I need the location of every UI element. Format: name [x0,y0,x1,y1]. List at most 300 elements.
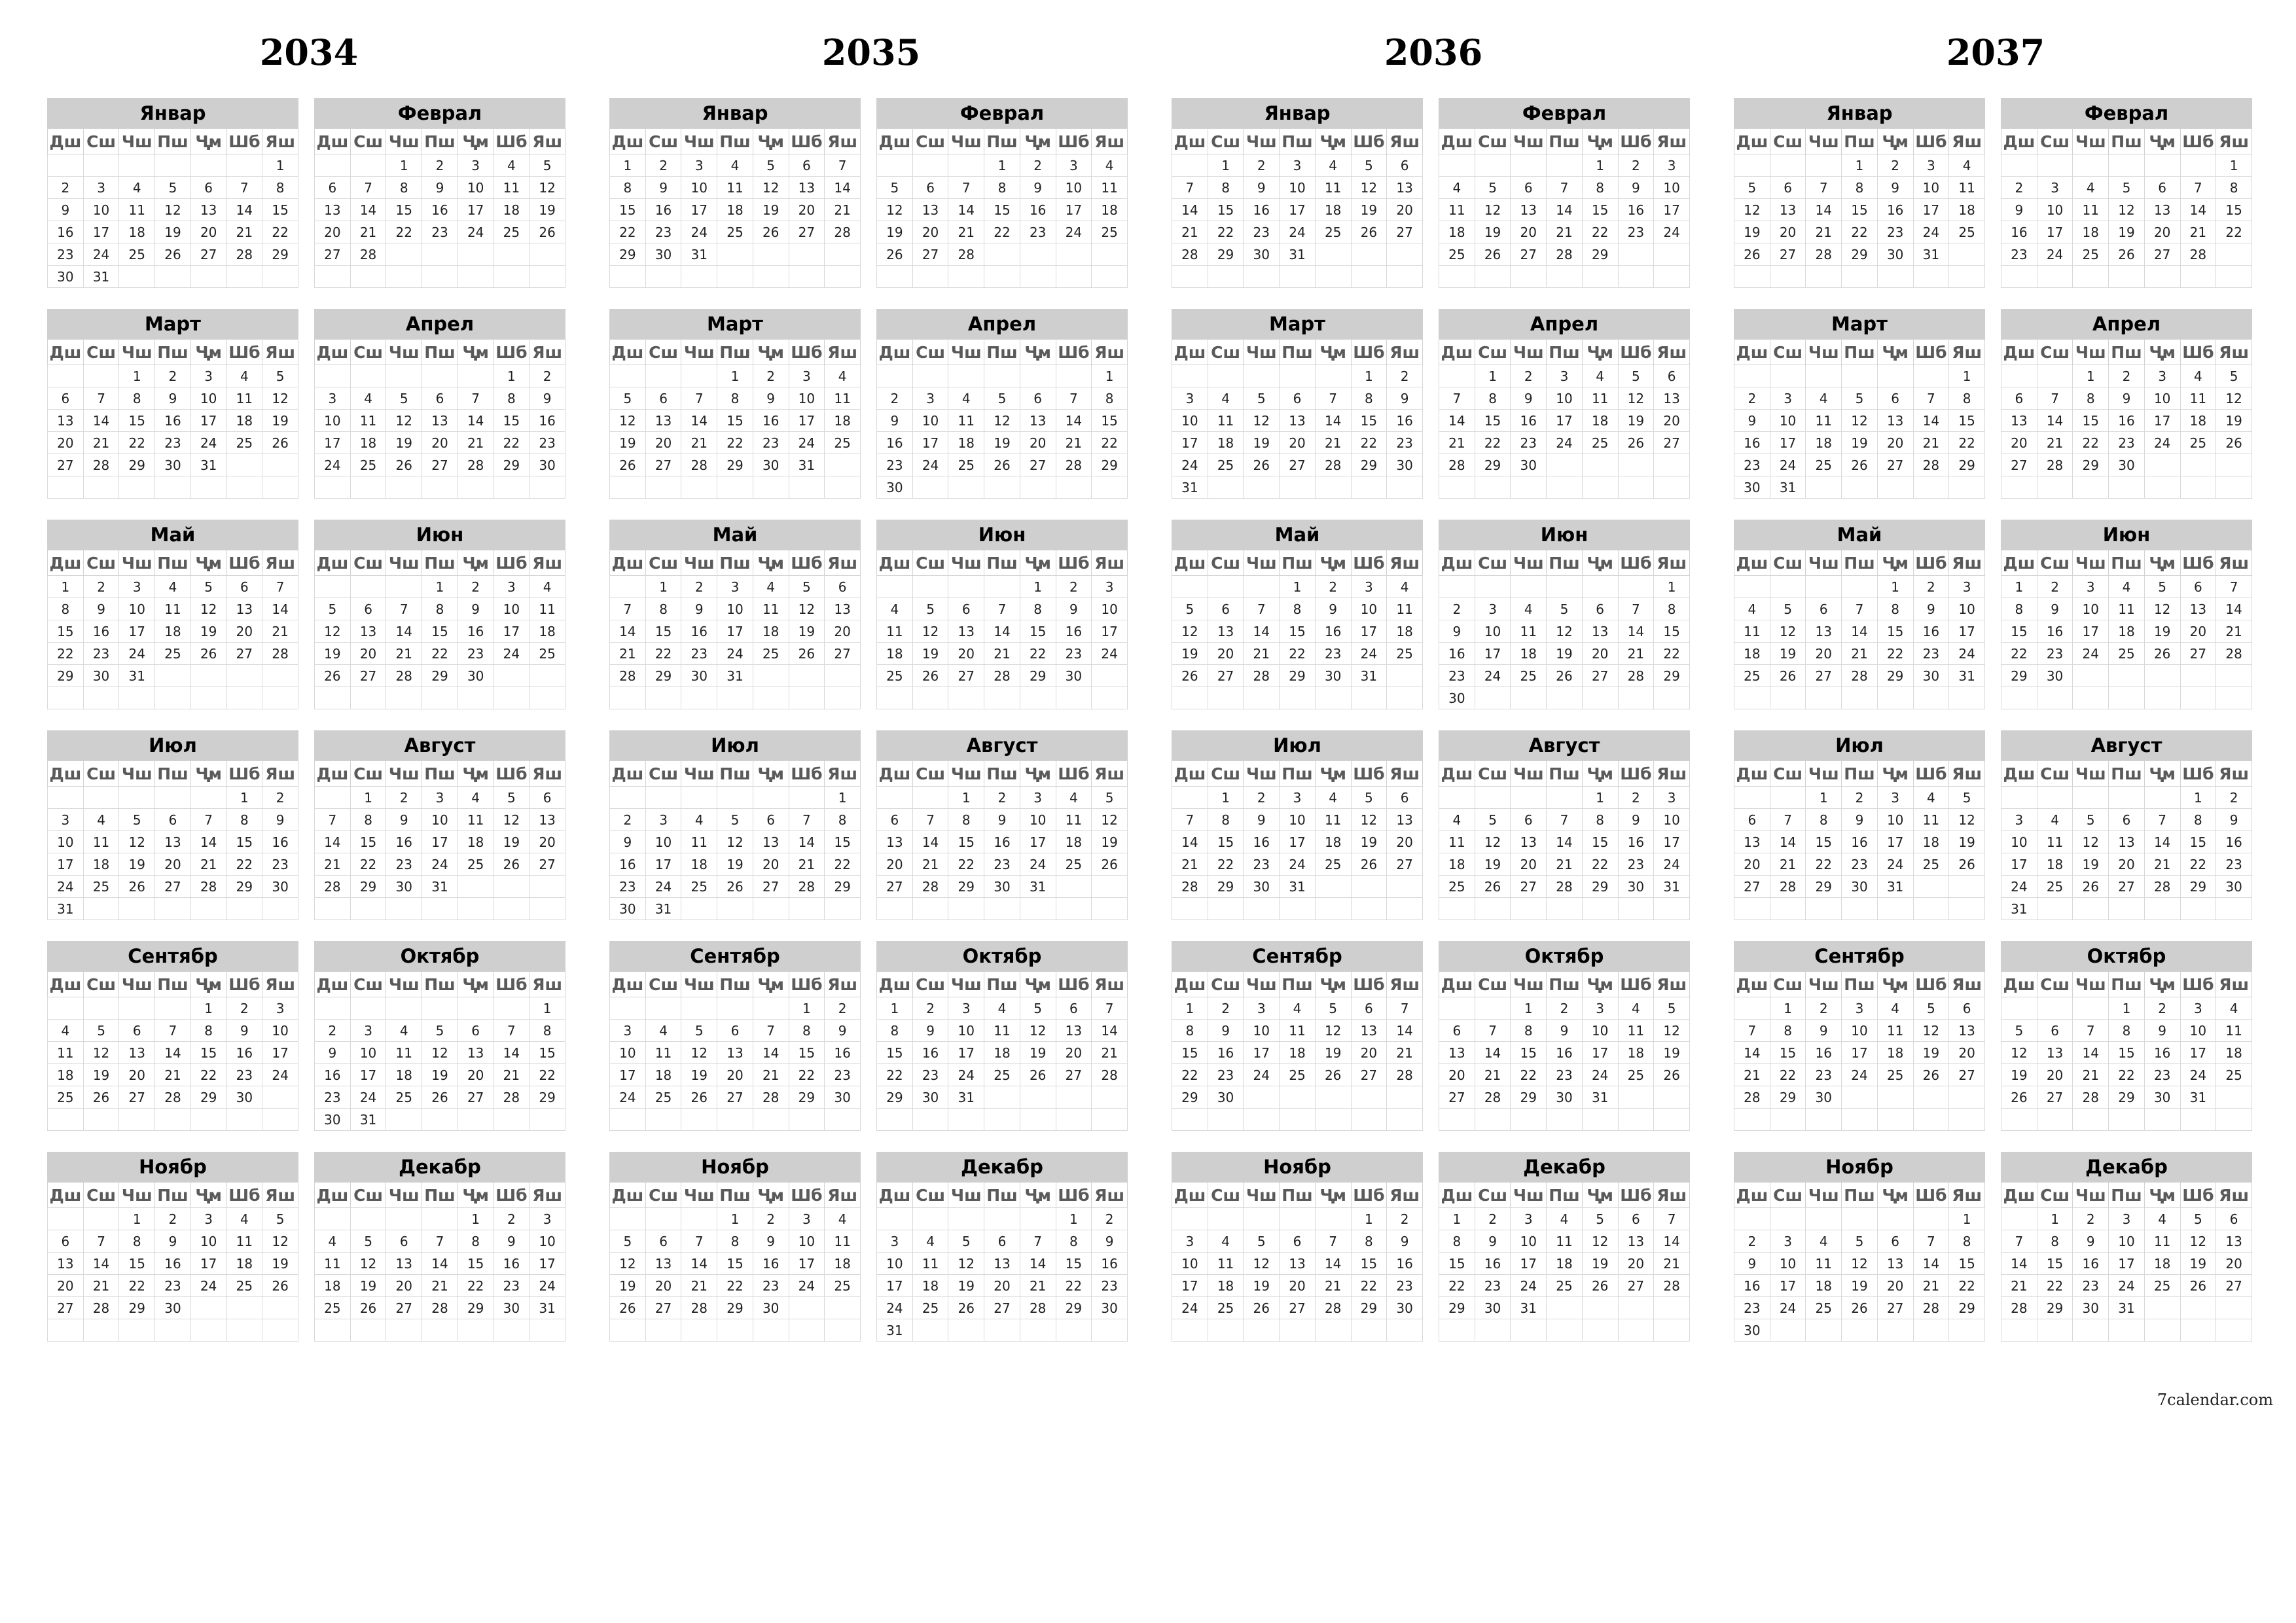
weekday-label: Чш [948,1183,984,1208]
week-row [1439,1042,1690,1064]
day-cell: 14 [262,598,298,620]
day-cell: 23 [1244,853,1280,876]
weekday-label: Сш [350,340,386,365]
day-cell: 5 [262,1208,298,1230]
day-cell: 14 [1913,410,1949,432]
week-row [48,853,298,876]
day-cell: 8 [1806,809,1842,831]
day-cell: 9 [2001,199,2037,221]
day-cell: 25 [1280,1064,1316,1086]
day-cell [1877,1086,1913,1109]
day-cell: 8 [350,809,386,831]
day-cell: 29 [226,876,262,898]
day-cell: 7 [83,387,119,410]
day-cell [1913,687,1949,709]
day-cell [1913,1086,1949,1109]
day-cell: 21 [1618,643,1654,665]
day-cell: 1 [877,997,913,1020]
month-grid [876,128,1128,288]
day-cell: 9 [2216,809,2252,831]
day-cell: 29 [1280,665,1316,687]
day-cell: 13 [912,199,948,221]
day-cell: 11 [1208,410,1244,432]
day-cell [315,1319,351,1342]
day-cell: 26 [2216,432,2252,454]
day-cell: 16 [1315,620,1351,643]
day-cell: 25 [83,876,119,898]
day-cell: 28 [1387,1064,1423,1086]
day-cell: 25 [1547,1275,1583,1297]
site-footer[interactable]: 7calendar.com [2157,1391,2273,1409]
day-cell: 11 [2109,598,2145,620]
weekday-label: Шб [1351,761,1387,787]
day-cell: 25 [1582,432,1618,454]
day-cell: 3 [789,1208,825,1230]
day-cell [2216,476,2252,499]
weekday-label: Чш [119,1183,155,1208]
day-cell [1315,876,1351,898]
week-row [315,876,565,898]
day-cell [226,154,262,177]
day-cell: 4 [1511,598,1547,620]
month-grid [609,550,861,709]
week-row [877,665,1128,687]
day-cell [2144,1297,2180,1319]
day-cell: 20 [190,221,226,243]
day-cell [1020,1086,1056,1109]
week-row [610,576,861,598]
day-cell [1315,1109,1351,1131]
day-cell [83,154,119,177]
day-cell: 27 [2180,643,2216,665]
day-cell [2144,687,2180,709]
day-cell: 10 [83,199,119,221]
day-cell: 9 [610,831,646,853]
day-cell: 21 [1315,1275,1351,1297]
weekday-label: Чш [1244,129,1280,154]
day-cell [1806,266,1842,288]
day-cell: 21 [1056,432,1092,454]
day-cell: 20 [912,221,948,243]
weekday-label: Ҷм [457,972,493,997]
day-cell: 5 [422,1020,458,1042]
day-cell: 13 [457,1042,493,1064]
day-cell: 14 [948,199,984,221]
month-name: Ноябр [47,1152,298,1182]
weekday-label: Дш [1734,550,1770,576]
day-cell: 29 [610,243,646,266]
day-cell: 16 [1618,199,1654,221]
day-cell: 14 [1618,620,1654,643]
day-cell: 9 [457,598,493,620]
day-cell: 4 [1280,997,1316,1020]
week-row [48,598,298,620]
day-cell [948,154,984,177]
weekday-label: Сш [1208,550,1244,576]
day-cell: 7 [1172,177,1208,199]
day-cell: 9 [1208,1020,1244,1042]
day-cell: 29 [1351,454,1387,476]
day-cell: 5 [1092,787,1128,809]
weekday-label: Пш [717,761,753,787]
day-cell: 15 [1351,1253,1387,1275]
day-cell [350,997,386,1020]
day-cell: 2 [155,1208,191,1230]
month-grid [1734,128,1985,288]
day-cell [2144,665,2180,687]
day-cell: 29 [1475,454,1511,476]
day-cell: 5 [1244,387,1280,410]
day-cell: 30 [825,1086,861,1109]
day-cell: 13 [984,1253,1020,1275]
week-row [877,1020,1128,1042]
day-cell: 18 [493,199,529,221]
day-cell: 21 [386,643,422,665]
weekday-label: Чш [1244,972,1280,997]
week-row [1439,1086,1690,1109]
weekday-label: Пш [422,129,458,154]
day-cell [1387,665,1423,687]
day-cell: 20 [1056,1042,1092,1064]
weekday-label: Сш [83,761,119,787]
day-cell: 15 [1172,1042,1208,1064]
day-cell [1351,476,1387,499]
day-cell: 17 [681,199,717,221]
day-cell [1315,1319,1351,1342]
month-grid [47,760,298,920]
day-cell: 23 [2216,853,2252,876]
week-row [1439,1230,1690,1253]
day-cell [1770,154,1806,177]
day-cell: 13 [190,199,226,221]
day-cell [1439,154,1475,177]
day-cell: 30 [1734,1319,1770,1342]
week-row [2001,410,2252,432]
day-cell: 11 [1315,809,1351,831]
day-cell [1654,476,1690,499]
weekday-label: Чш [1806,340,1842,365]
weekday-label: Чш [1511,761,1547,787]
day-cell: 10 [2144,387,2180,410]
day-cell: 3 [1244,997,1280,1020]
day-cell: 2 [1475,1208,1511,1230]
day-cell: 24 [1280,853,1316,876]
week-row [1439,266,1690,288]
day-cell: 2 [48,177,84,199]
day-cell: 27 [1949,1064,1985,1086]
month-grid [47,971,298,1131]
day-cell: 19 [155,221,191,243]
day-cell: 29 [48,665,84,687]
day-cell: 10 [610,1042,646,1064]
day-cell: 8 [717,387,753,410]
day-cell: 31 [877,1319,913,1342]
day-cell [83,1319,119,1342]
week-row [2001,898,2252,920]
month-block [314,730,565,920]
day-cell: 30 [2073,1297,2109,1319]
day-cell: 24 [610,1086,646,1109]
day-cell: 2 [155,365,191,387]
day-cell: 12 [1618,387,1654,410]
day-cell: 24 [645,876,681,898]
day-cell [1913,1319,1949,1342]
day-cell: 9 [315,1042,351,1064]
day-cell [2144,898,2180,920]
day-cell: 3 [1020,787,1056,809]
day-cell: 30 [457,665,493,687]
month-block [1439,730,1690,920]
week-row [610,1086,861,1109]
day-cell [83,997,119,1020]
day-cell [1208,1109,1244,1131]
day-cell: 20 [789,199,825,221]
weekday-label: Сш [645,340,681,365]
month-name: Январ [1172,98,1423,128]
day-cell: 13 [48,410,84,432]
day-cell: 8 [190,1020,226,1042]
day-cell [2180,454,2216,476]
day-cell: 21 [2180,221,2216,243]
week-row [2001,1275,2252,1297]
day-cell: 5 [386,387,422,410]
week-row [48,154,298,177]
day-cell [2144,1109,2180,1131]
day-cell [226,898,262,920]
weekday-label: Пш [1280,340,1316,365]
week-row [610,177,861,199]
day-cell: 14 [610,620,646,643]
weekday-row [1734,129,1985,154]
day-cell [1351,1109,1387,1131]
week-row [315,1042,565,1064]
day-cell [226,687,262,709]
day-cell: 3 [315,387,351,410]
day-cell [1208,1319,1244,1342]
day-cell [1618,898,1654,920]
day-cell [1618,243,1654,266]
day-cell: 3 [717,576,753,598]
day-cell: 14 [1244,620,1280,643]
day-cell: 3 [1949,576,1985,598]
week-row [877,831,1128,853]
weekday-label: Сш [1770,972,1806,997]
day-cell: 11 [1056,809,1092,831]
day-cell: 31 [2180,1086,2216,1109]
day-cell [493,687,529,709]
day-cell [2144,454,2180,476]
day-cell: 27 [789,221,825,243]
day-cell: 16 [1387,410,1423,432]
day-cell: 13 [825,598,861,620]
day-cell [1877,1109,1913,1131]
day-cell: 7 [1547,177,1583,199]
day-cell: 4 [226,365,262,387]
weekday-label: Ҷм [1582,129,1618,154]
day-cell: 2 [1439,598,1475,620]
day-cell: 6 [457,1020,493,1042]
day-cell [386,1208,422,1230]
day-cell: 23 [2037,643,2073,665]
day-cell: 22 [1351,432,1387,454]
day-cell [422,687,458,709]
weekday-label: Шб [789,550,825,576]
day-cell: 18 [1582,410,1618,432]
day-cell: 4 [119,177,155,199]
day-cell: 30 [984,876,1020,898]
day-cell [912,266,948,288]
day-cell: 14 [2073,1042,2109,1064]
day-cell: 6 [1208,598,1244,620]
day-cell [190,154,226,177]
day-cell: 21 [1547,853,1583,876]
day-cell: 30 [1806,1086,1842,1109]
day-cell: 21 [1172,221,1208,243]
day-cell: 6 [1387,154,1423,177]
weekday-label: Пш [1280,972,1316,997]
day-cell [1475,1319,1511,1342]
day-cell: 28 [262,643,298,665]
weekday-label: Дш [877,1183,913,1208]
day-cell: 25 [1806,454,1842,476]
day-cell: 24 [48,876,84,898]
day-cell: 8 [984,177,1020,199]
weekday-label: Сш [912,1183,948,1208]
month-grid [47,550,298,709]
week-row [610,643,861,665]
week-row [48,1297,298,1319]
day-cell: 18 [984,1042,1020,1064]
day-cell [1511,154,1547,177]
day-cell: 15 [262,199,298,221]
day-cell: 1 [1020,576,1056,598]
day-cell: 16 [386,831,422,853]
month-block [314,98,565,288]
weekday-label: Сш [350,972,386,997]
day-cell: 16 [1913,620,1949,643]
weekday-label: Сш [1770,129,1806,154]
day-cell: 16 [1618,831,1654,853]
day-cell: 1 [2216,154,2252,177]
week-row [877,1230,1128,1253]
weekday-label: Чш [1511,1183,1547,1208]
day-cell: 9 [1475,1230,1511,1253]
day-cell: 25 [1208,1297,1244,1319]
day-cell: 19 [83,1064,119,1086]
day-cell: 22 [645,643,681,665]
week-row [1172,1086,1423,1109]
day-cell [912,1109,948,1131]
weekday-row [1172,972,1423,997]
day-cell: 23 [1734,1297,1770,1319]
day-cell [315,687,351,709]
week-row [877,365,1128,387]
day-cell: 15 [645,620,681,643]
weekday-label: Ҷм [190,972,226,997]
month-name: Июн [876,520,1128,550]
day-cell: 31 [1877,876,1913,898]
day-cell: 18 [1208,432,1244,454]
day-cell [1172,266,1208,288]
day-cell: 24 [1877,853,1913,876]
day-cell: 28 [1092,1064,1128,1086]
weekday-row [1439,972,1690,997]
day-cell: 3 [1511,1208,1547,1230]
weekday-label: Сш [2037,761,2073,787]
weekday-label: Яш [825,761,861,787]
day-cell: 26 [2144,643,2180,665]
day-cell: 1 [1949,365,1985,387]
day-cell: 11 [226,387,262,410]
week-row [610,199,861,221]
week-row [1734,997,1985,1020]
day-cell [262,476,298,499]
weekday-label: Шб [493,550,529,576]
day-cell: 12 [2109,199,2145,221]
day-cell: 17 [1172,1275,1208,1297]
day-cell [1439,576,1475,598]
day-cell [1387,476,1423,499]
day-cell: 4 [1315,787,1351,809]
day-cell: 30 [753,1297,789,1319]
day-cell: 3 [2001,809,2037,831]
day-cell: 18 [315,1275,351,1297]
month-block [609,520,861,709]
day-cell: 11 [529,598,565,620]
day-cell: 27 [315,243,351,266]
day-cell: 6 [1654,365,1690,387]
day-cell: 6 [48,387,84,410]
month-name: Ноябр [1734,1152,1985,1182]
day-cell [1280,365,1316,387]
day-cell: 14 [1475,1042,1511,1064]
day-cell: 26 [1582,1275,1618,1297]
day-cell: 28 [1770,876,1806,898]
day-cell: 31 [717,665,753,687]
day-cell [1734,898,1770,920]
day-cell: 27 [190,243,226,266]
day-cell: 10 [1092,598,1128,620]
day-cell: 23 [753,432,789,454]
day-cell [1913,266,1949,288]
day-cell: 25 [753,643,789,665]
day-cell [226,454,262,476]
day-cell [1913,365,1949,387]
day-cell: 30 [610,898,646,920]
day-cell: 27 [1280,454,1316,476]
day-cell: 12 [1654,1020,1690,1042]
day-cell [717,687,753,709]
week-row [1734,831,1985,853]
day-cell: 21 [984,643,1020,665]
day-cell: 17 [48,853,84,876]
weekday-label: Чш [681,1183,717,1208]
day-cell: 16 [1877,199,1913,221]
day-cell: 28 [948,243,984,266]
day-cell: 26 [1351,853,1387,876]
month-block [2001,1152,2252,1342]
weekday-row [877,550,1128,576]
day-cell: 24 [2109,1275,2145,1297]
month-block [1439,520,1690,709]
day-cell [457,687,493,709]
day-cell [1315,476,1351,499]
weekday-label: Ҷм [1877,550,1913,576]
weekday-label: Яш [1949,340,1985,365]
day-cell [1056,1109,1092,1131]
day-cell: 22 [529,1064,565,1086]
day-cell: 12 [1842,410,1878,432]
